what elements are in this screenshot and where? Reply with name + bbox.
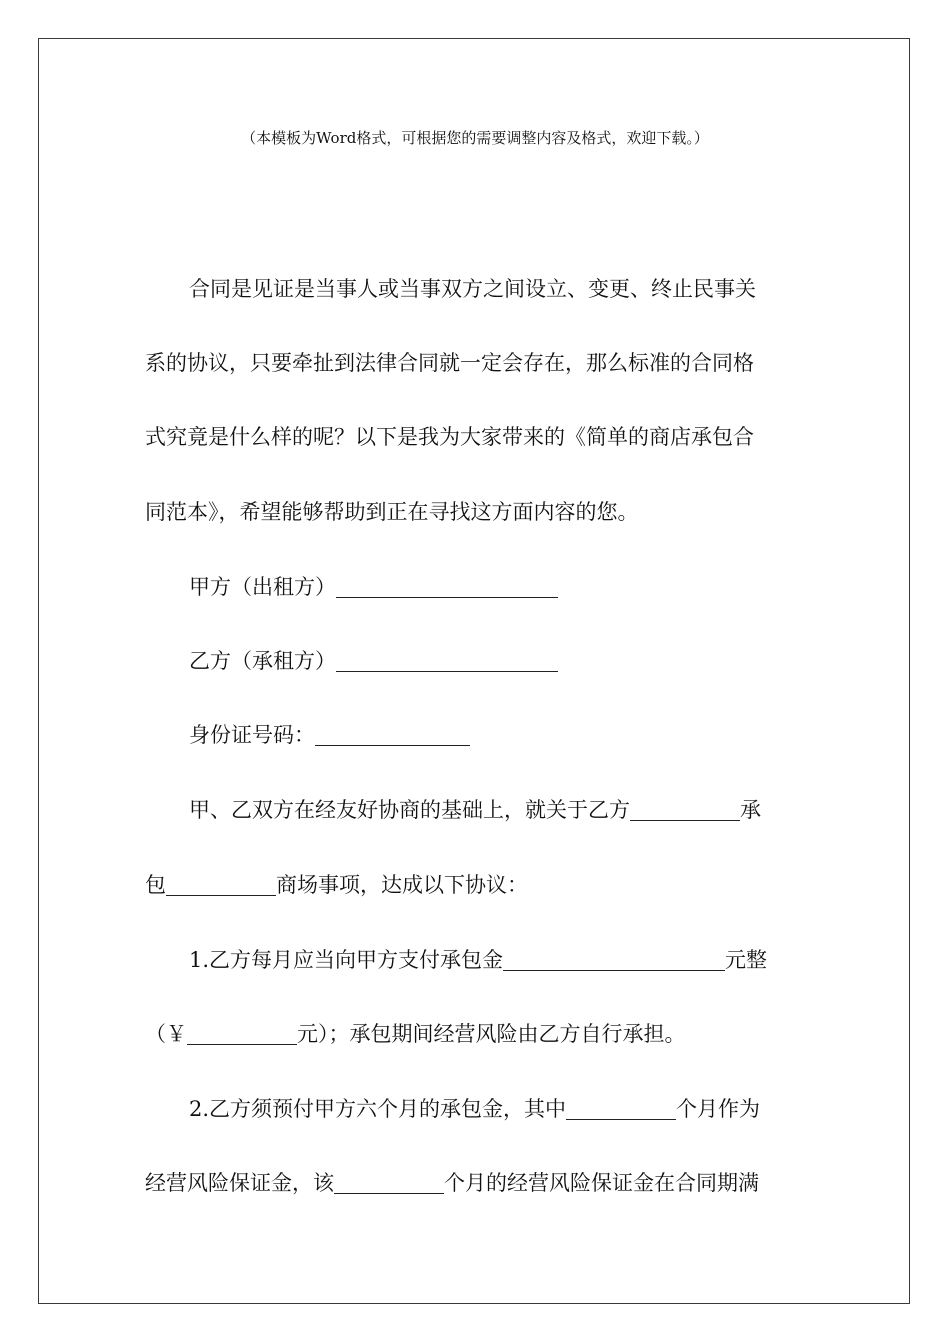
- clause-1-text-1b: 元整: [725, 948, 768, 972]
- clause-1-text-1a: 1.乙方每月应当向甲方支付承包金: [189, 948, 504, 972]
- clause-2-text-1b: 个月作为: [676, 1097, 761, 1121]
- agreement-text-2b: 商场事项，达成以下协议：: [276, 873, 528, 897]
- clause-2-text-2a: 经营风险保证金，该: [145, 1171, 334, 1195]
- clause-1-text-2b: 元）；承包期间经营风险由乙方自行承担。: [297, 1022, 686, 1046]
- contract-blank[interactable]: [166, 873, 276, 896]
- party-b-blank[interactable]: [336, 649, 558, 672]
- clause-2-text-2b: 个月的经营风险保证金在合同期满: [444, 1171, 759, 1195]
- party-b-line: [189, 646, 558, 676]
- template-note: （本模板为Word格式，可根据您的需要调整内容及格式，欢迎下载。）: [241, 129, 709, 147]
- id-number-label: 身份证号码：: [189, 723, 315, 747]
- id-number-line: [189, 720, 470, 750]
- party-a-label: 甲方（出租方）: [189, 575, 336, 599]
- clause-1-line-2: [145, 1019, 686, 1049]
- clause-2-line-1: [189, 1094, 760, 1124]
- clause-2-line-2: [145, 1168, 759, 1198]
- agreement-line-1: [189, 795, 761, 825]
- monthly-fee-figure-blank[interactable]: [187, 1022, 297, 1045]
- agreement-text-1b: 承: [740, 798, 761, 822]
- clause-2-text-1a: 2.乙方须预付甲方六个月的承包金，其中: [189, 1097, 567, 1121]
- agreement-text-1a: 甲、乙双方在经友好协商的基础上，就关于乙方: [189, 798, 630, 822]
- intro-line-1: 合同是见证是当事人或当事双方之间设立、变更、终止民事关: [189, 277, 756, 301]
- id-number-blank[interactable]: [315, 723, 470, 746]
- clause-1-text-2a: （￥: [145, 1022, 187, 1046]
- intro-line-2: 系的协议，只要牵扯到法律合同就一定会存在，那么标准的合同格: [145, 351, 754, 375]
- party-a-line: [189, 572, 558, 602]
- tenant-name-blank[interactable]: [630, 798, 740, 821]
- clause-1-line-1: [189, 945, 767, 975]
- risk-deposit-months-blank[interactable]: [334, 1171, 444, 1194]
- intro-line-4: 同范本》，希望能够帮助到正在寻找这方面内容的您。: [145, 500, 639, 524]
- party-b-label: 乙方（承租方）: [189, 649, 336, 673]
- monthly-fee-blank[interactable]: [503, 948, 725, 971]
- agreement-text-2a: 包: [145, 873, 166, 897]
- deposit-months-blank[interactable]: [566, 1097, 676, 1120]
- agreement-line-2: [145, 870, 528, 900]
- party-a-blank[interactable]: [336, 575, 558, 598]
- intro-line-3: 式究竟是什么样的呢？以下是我为大家带来的《简单的商店承包合: [145, 425, 754, 449]
